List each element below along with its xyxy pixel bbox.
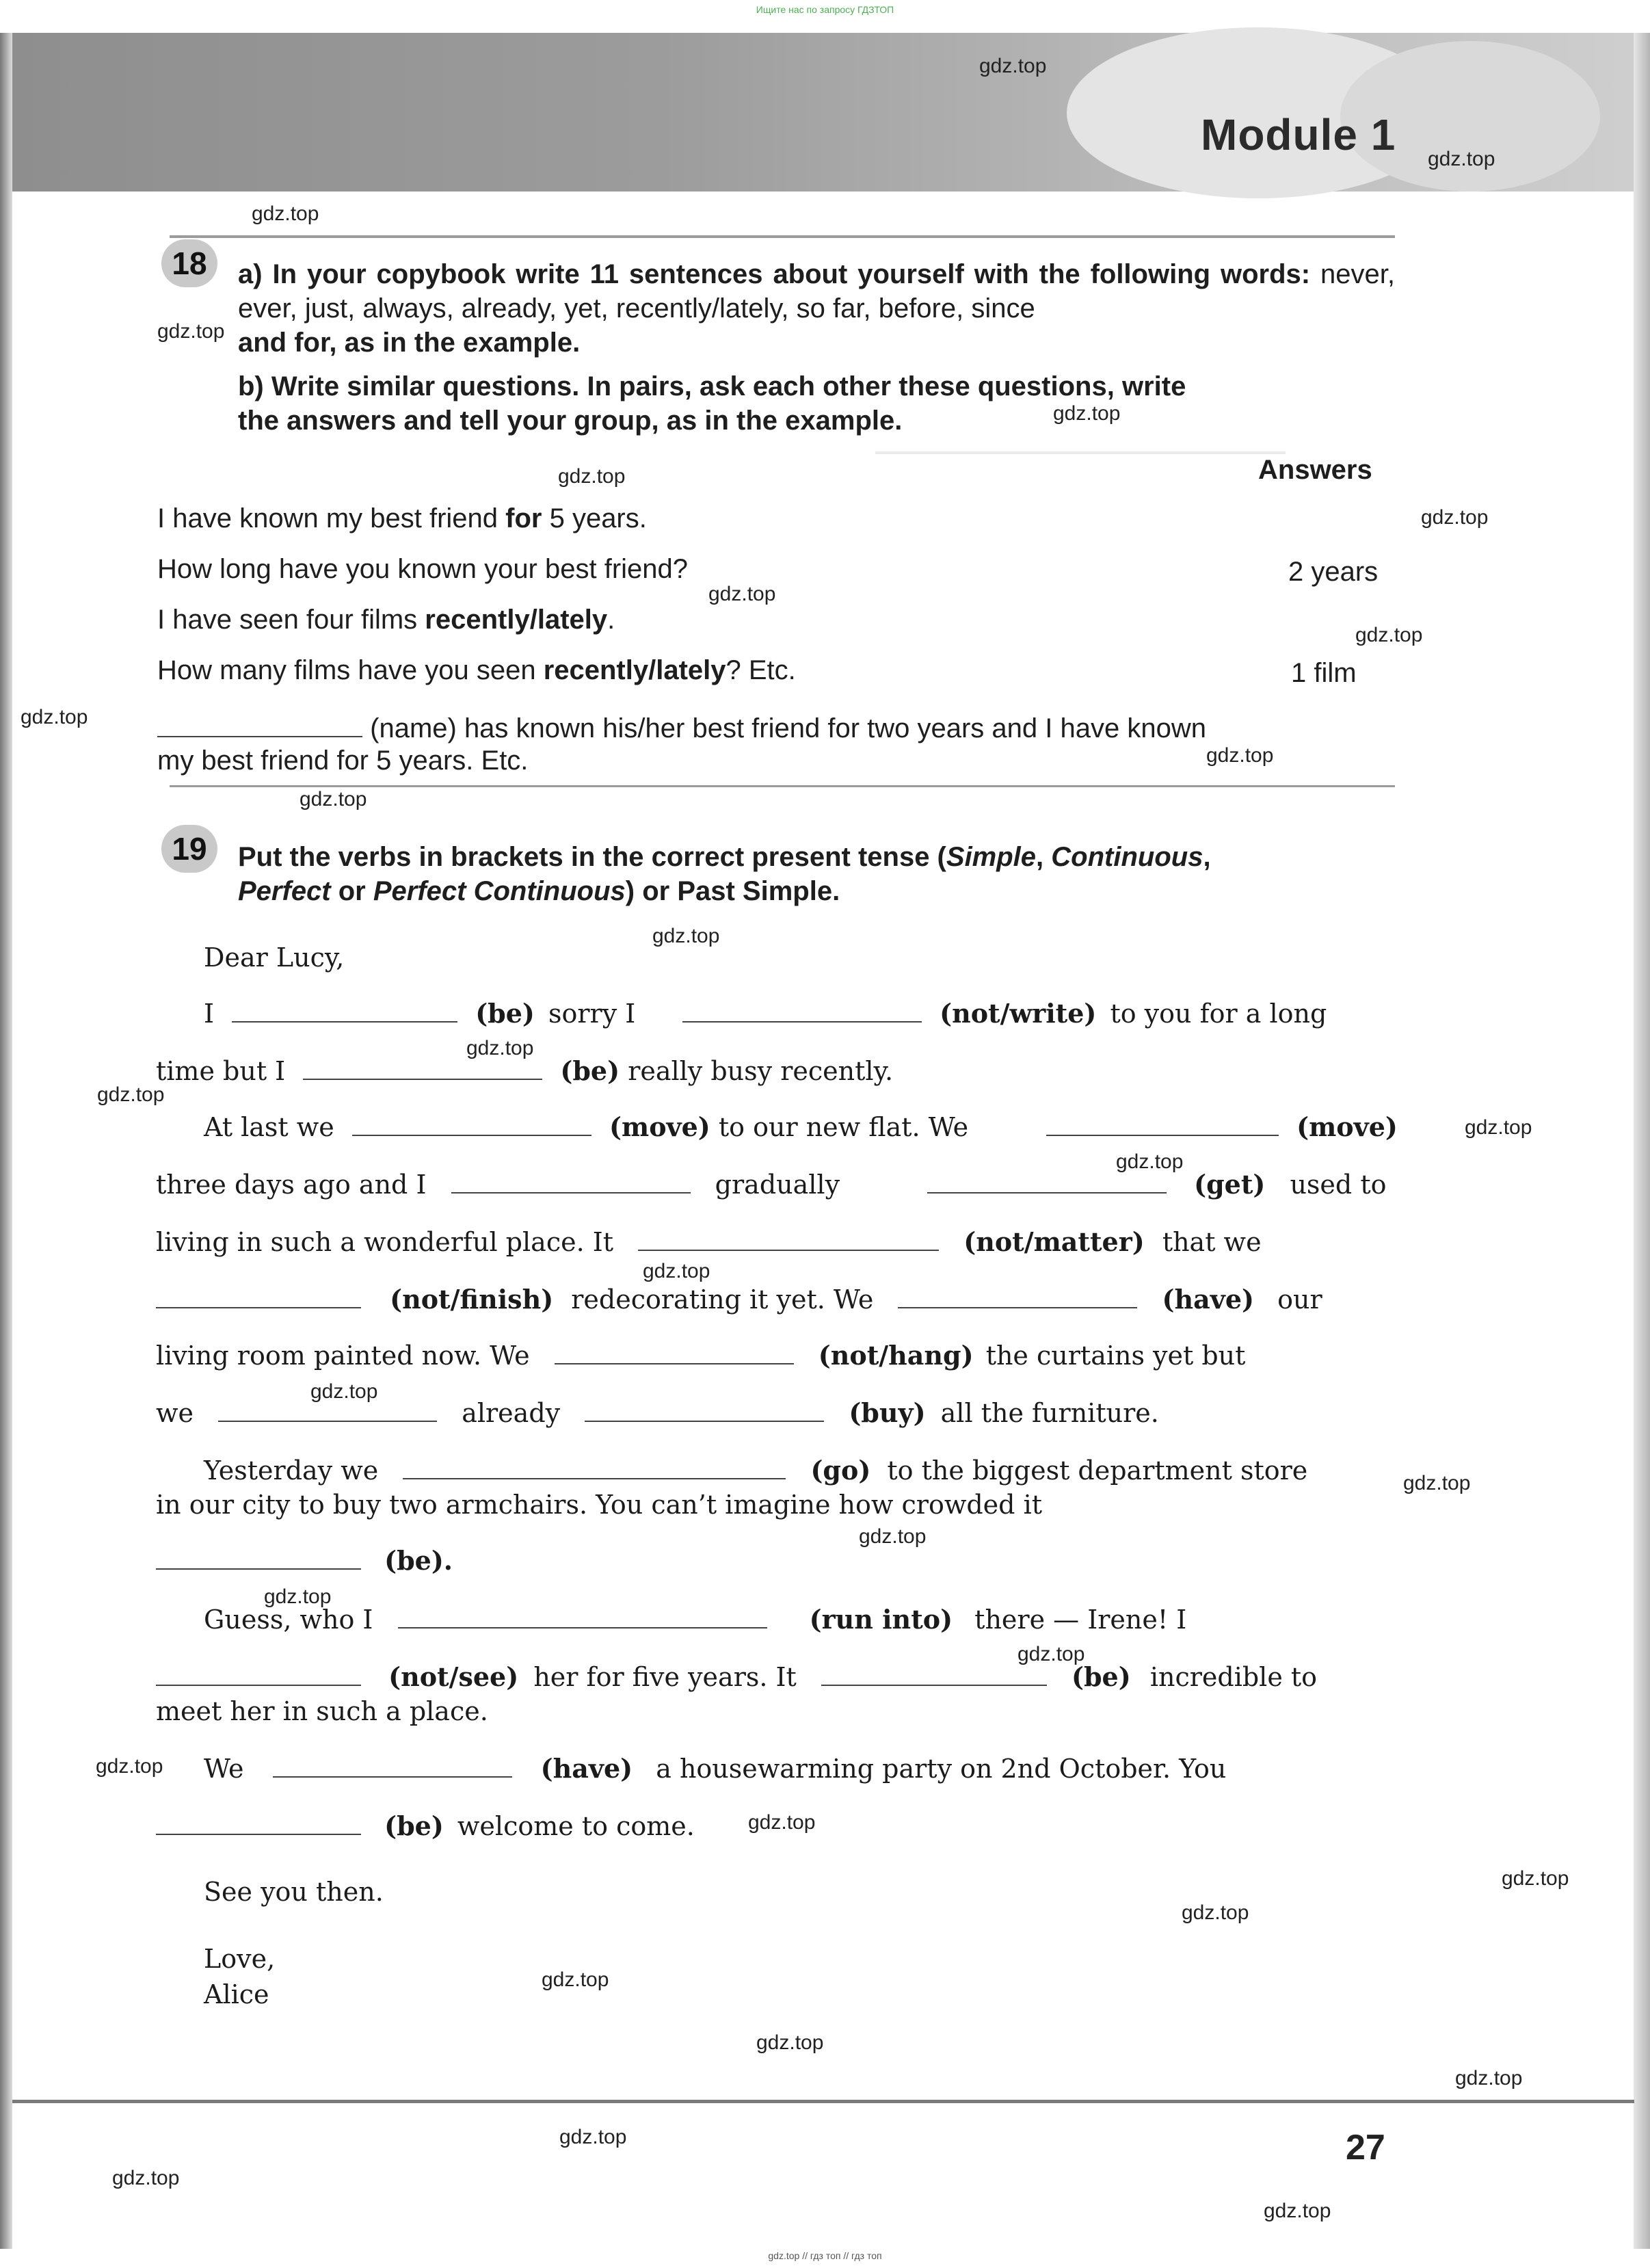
letter-line-14: meet her in such a place. [156, 1696, 488, 1726]
instruction-a-for: for [294, 328, 330, 358]
name-blank [157, 713, 362, 737]
letter-greeting: Dear Lucy, [204, 942, 345, 973]
example-answer-2: 2 years [1288, 557, 1379, 587]
watermark: gdz.top [1421, 506, 1489, 529]
text: sorry I [548, 999, 636, 1029]
example-line-2 [157, 554, 688, 585]
answers-label: Answers [1258, 455, 1372, 485]
text: a housewarming party on 2nd October. You [656, 1754, 1227, 1784]
top-note: Ищите нас по запросу ГДЗТОП [756, 4, 894, 15]
watermark: gdz.top [310, 1380, 378, 1403]
letter-line-1b [682, 996, 1327, 1031]
text: incredible to [1149, 1662, 1318, 1692]
example-post: ? Etc. [726, 655, 796, 685]
text: we [156, 1398, 194, 1428]
instr-continuous: Continuous [1051, 842, 1203, 872]
verb-hint: (not/finish) [390, 1284, 554, 1315]
watermark: gdz.top [21, 706, 88, 728]
watermark: gdz.top [1465, 1116, 1532, 1139]
divider-rule [170, 785, 1395, 787]
verb-hint: (buy) [849, 1397, 926, 1428]
exercise-19-instruction [238, 840, 1395, 908]
summary-text-1: (name) has known his/her best friend for two years and I have known [370, 713, 1206, 743]
page-edge-left [0, 33, 12, 2249]
watermark: gdz.top [643, 1260, 710, 1282]
watermark: gdz.top [1182, 1901, 1249, 1924]
answer-blank[interactable] [352, 1111, 591, 1136]
watermark: gdz.top [264, 1585, 332, 1608]
verb-hint: (not/hang) [818, 1340, 974, 1371]
watermark: gdz.top [1502, 1867, 1569, 1890]
watermark: gdz.top [157, 320, 225, 343]
answer-blank[interactable] [273, 1753, 512, 1778]
letter-line-7 [156, 1338, 1245, 1373]
example-line-4 [157, 655, 796, 686]
watermark: gdz.top [748, 1811, 816, 1834]
text: We [204, 1754, 244, 1784]
text: to the biggest department store [887, 1455, 1308, 1486]
text: Guess, who I [204, 1605, 373, 1635]
text: there — Irene! I [974, 1605, 1187, 1635]
instr-simple: Simple [946, 842, 1037, 872]
answer-blank[interactable] [156, 1661, 361, 1686]
page-edge-right [1634, 33, 1650, 2249]
answer-blank[interactable] [585, 1397, 824, 1422]
answer-blank[interactable] [898, 1284, 1137, 1308]
exercise-18-instruction-a [238, 257, 1395, 360]
instr-part: , [1203, 842, 1211, 872]
letter-line-10: in our city to buy two armchairs. You can’t imagine how crowded it [156, 1490, 1042, 1520]
instruction-b-line2: the answers and tell your group, as in the example. [238, 406, 903, 436]
instruction-a-words: never, ever, just, always, already, yet, recently/lately, so far, before, since [238, 259, 1395, 324]
text: to you for a long [1110, 999, 1327, 1029]
text: the curtains yet but [985, 1341, 1246, 1371]
text: used to [1290, 1170, 1387, 1200]
watermark: gdz.top [300, 788, 367, 810]
example-line-3 [157, 605, 615, 635]
watermark: gdz.top [859, 1525, 927, 1548]
exercise-19-number: 19 [161, 825, 217, 873]
example-pre: I have known my best friend [157, 503, 506, 533]
text: time but I [156, 1056, 286, 1086]
instruction-a-rest: , as in the example. [329, 328, 581, 358]
text: all the furniture. [940, 1398, 1159, 1428]
module-title: Module 1 [1201, 110, 1396, 159]
exercise-18-instruction-b [238, 369, 1395, 438]
answer-blank[interactable] [638, 1226, 939, 1251]
answer-blank[interactable] [156, 1810, 361, 1835]
instr-perfect-continuous: Perfect Continuous [373, 876, 626, 906]
example-bold: recently/lately [425, 605, 608, 635]
watermark: gdz.top [1206, 744, 1274, 767]
instruction-b-line1: b) Write similar questions. In pairs, ask each other these questions, write [238, 371, 1186, 401]
bottom-rule [12, 2100, 1634, 2103]
letter-line-12 [204, 1602, 1186, 1637]
text: her for five years. It [533, 1662, 797, 1692]
example-answer-4: 1 film [1291, 658, 1357, 688]
verb-hint: (have) [1162, 1284, 1255, 1315]
verb-hint: (be) [560, 1055, 620, 1086]
verb-hint: (be) [384, 1810, 444, 1841]
answer-blank[interactable] [156, 1545, 361, 1570]
watermark: gdz.top [1264, 2200, 1331, 2222]
watermark: gdz.top [652, 925, 720, 947]
instr-part: Put the verbs in brackets in the correct present tense ( [238, 842, 946, 872]
answer-blank[interactable] [1046, 1111, 1279, 1136]
example-post: . [607, 605, 615, 635]
instruction-a-bold: a) In your copybook write 11 sentences about yourself with the following words: [238, 259, 1311, 289]
letter-line-3 [204, 1109, 968, 1145]
letter-line-11 [156, 1543, 453, 1579]
watermark: gdz.top [542, 1968, 609, 1991]
text: redecorating it yet. We [571, 1284, 874, 1315]
watermark: gdz.top [1355, 624, 1423, 646]
text: that we [1162, 1227, 1262, 1257]
watermark: gdz.top [97, 1083, 165, 1106]
watermark: gdz.top [1017, 1643, 1085, 1665]
watermark: gdz.top [252, 202, 319, 225]
verb-hint: (be) [475, 998, 535, 1029]
example-bold: recently/lately [543, 655, 726, 685]
text: living in such a wonderful place. It [156, 1227, 614, 1257]
watermark: gdz.top [1455, 2067, 1523, 2089]
letter-line-15 [204, 1751, 1226, 1786]
verb-hint: (run into) [809, 1604, 953, 1635]
watermark: gdz.top [1053, 402, 1121, 425]
page-number: 27 [1346, 2128, 1385, 2167]
instr-part: ) or Past Simple. [625, 876, 840, 906]
bleed-through [875, 451, 1286, 454]
letter-line-16 [156, 1808, 695, 1844]
text: welcome to come. [457, 1811, 695, 1841]
letter-line-5 [156, 1224, 1262, 1260]
letter-line-1 [204, 996, 635, 1031]
text: our [1277, 1284, 1322, 1315]
watermark: gdz.top [559, 2126, 627, 2148]
verb-hint: (not/write) [940, 998, 1097, 1029]
watermark: gdz.top [979, 55, 1047, 77]
letter-line-13 [156, 1659, 1317, 1695]
verb-hint: (go) [810, 1455, 871, 1486]
example-pre: How many films have you seen [157, 655, 544, 685]
example-post: 5 years. [542, 503, 647, 533]
answer-blank[interactable] [398, 1604, 767, 1629]
bottom-note: gdz.top // гдз топ // гдз топ [768, 2250, 882, 2261]
letter-love: Love, [204, 1944, 276, 1974]
example-pre: I have seen four films [157, 605, 425, 635]
text: gradually [715, 1170, 840, 1200]
watermark: gdz.top [1403, 1472, 1471, 1494]
text: three days ago and I [156, 1170, 427, 1200]
answer-blank[interactable] [156, 1284, 361, 1308]
instr-part: or [330, 876, 373, 906]
exercise-18-number: 18 [161, 239, 217, 287]
text: living room painted now. We [156, 1341, 530, 1371]
top-rule [170, 235, 1395, 238]
verb-hint: (not/see) [388, 1661, 519, 1692]
verb-hint: (not/matter) [963, 1226, 1145, 1257]
text: At last we [204, 1112, 334, 1142]
verb-hint: (move) [1296, 1111, 1398, 1142]
verb-hint: (be). [384, 1545, 453, 1576]
answer-blank[interactable] [451, 1169, 691, 1194]
watermark: gdz.top [558, 465, 626, 488]
verb-hint: (be) [1072, 1661, 1131, 1692]
answer-blank[interactable] [232, 998, 457, 1023]
text: to our new flat. We [718, 1112, 969, 1142]
example-line-1 [157, 503, 647, 534]
answer-blank[interactable] [821, 1661, 1047, 1686]
watermark: gdz.top [1428, 148, 1495, 170]
letter-line-6 [156, 1282, 1322, 1317]
answer-blank[interactable] [403, 1455, 786, 1479]
example-bold: for [505, 503, 542, 533]
text: really busy recently. [628, 1056, 894, 1086]
summary-line-2: my best friend for 5 years. Etc. [157, 746, 529, 776]
watermark: gdz.top [466, 1037, 534, 1059]
verb-hint: (move) [609, 1111, 710, 1142]
letter-line-3b [1046, 1109, 1398, 1145]
instr-perfect: Perfect [238, 876, 331, 906]
watermark: gdz.top [756, 2031, 824, 2054]
verb-hint: (get) [1194, 1169, 1266, 1200]
letter-closing: See you then. [204, 1877, 384, 1907]
text: I [204, 999, 215, 1029]
answer-blank[interactable] [682, 998, 922, 1023]
example-pre: How long have you known your best friend? [157, 554, 689, 584]
letter-signature: Alice [204, 1979, 269, 2009]
text: already [462, 1398, 561, 1428]
summary-line-1 [157, 713, 1206, 744]
instr-part: , [1036, 842, 1052, 872]
verb-hint: (have) [540, 1753, 633, 1784]
text: Yesterday we [204, 1455, 379, 1486]
watermark: gdz.top [112, 2167, 180, 2189]
watermark: gdz.top [96, 1755, 163, 1778]
letter-line-9 [204, 1453, 1307, 1488]
answer-blank[interactable] [555, 1340, 794, 1364]
instruction-a-and: and [238, 328, 295, 358]
letter-line-8 [156, 1395, 1159, 1431]
watermark: gdz.top [1116, 1150, 1184, 1173]
letter-line-4 [156, 1167, 840, 1202]
watermark: gdz.top [708, 583, 776, 605]
